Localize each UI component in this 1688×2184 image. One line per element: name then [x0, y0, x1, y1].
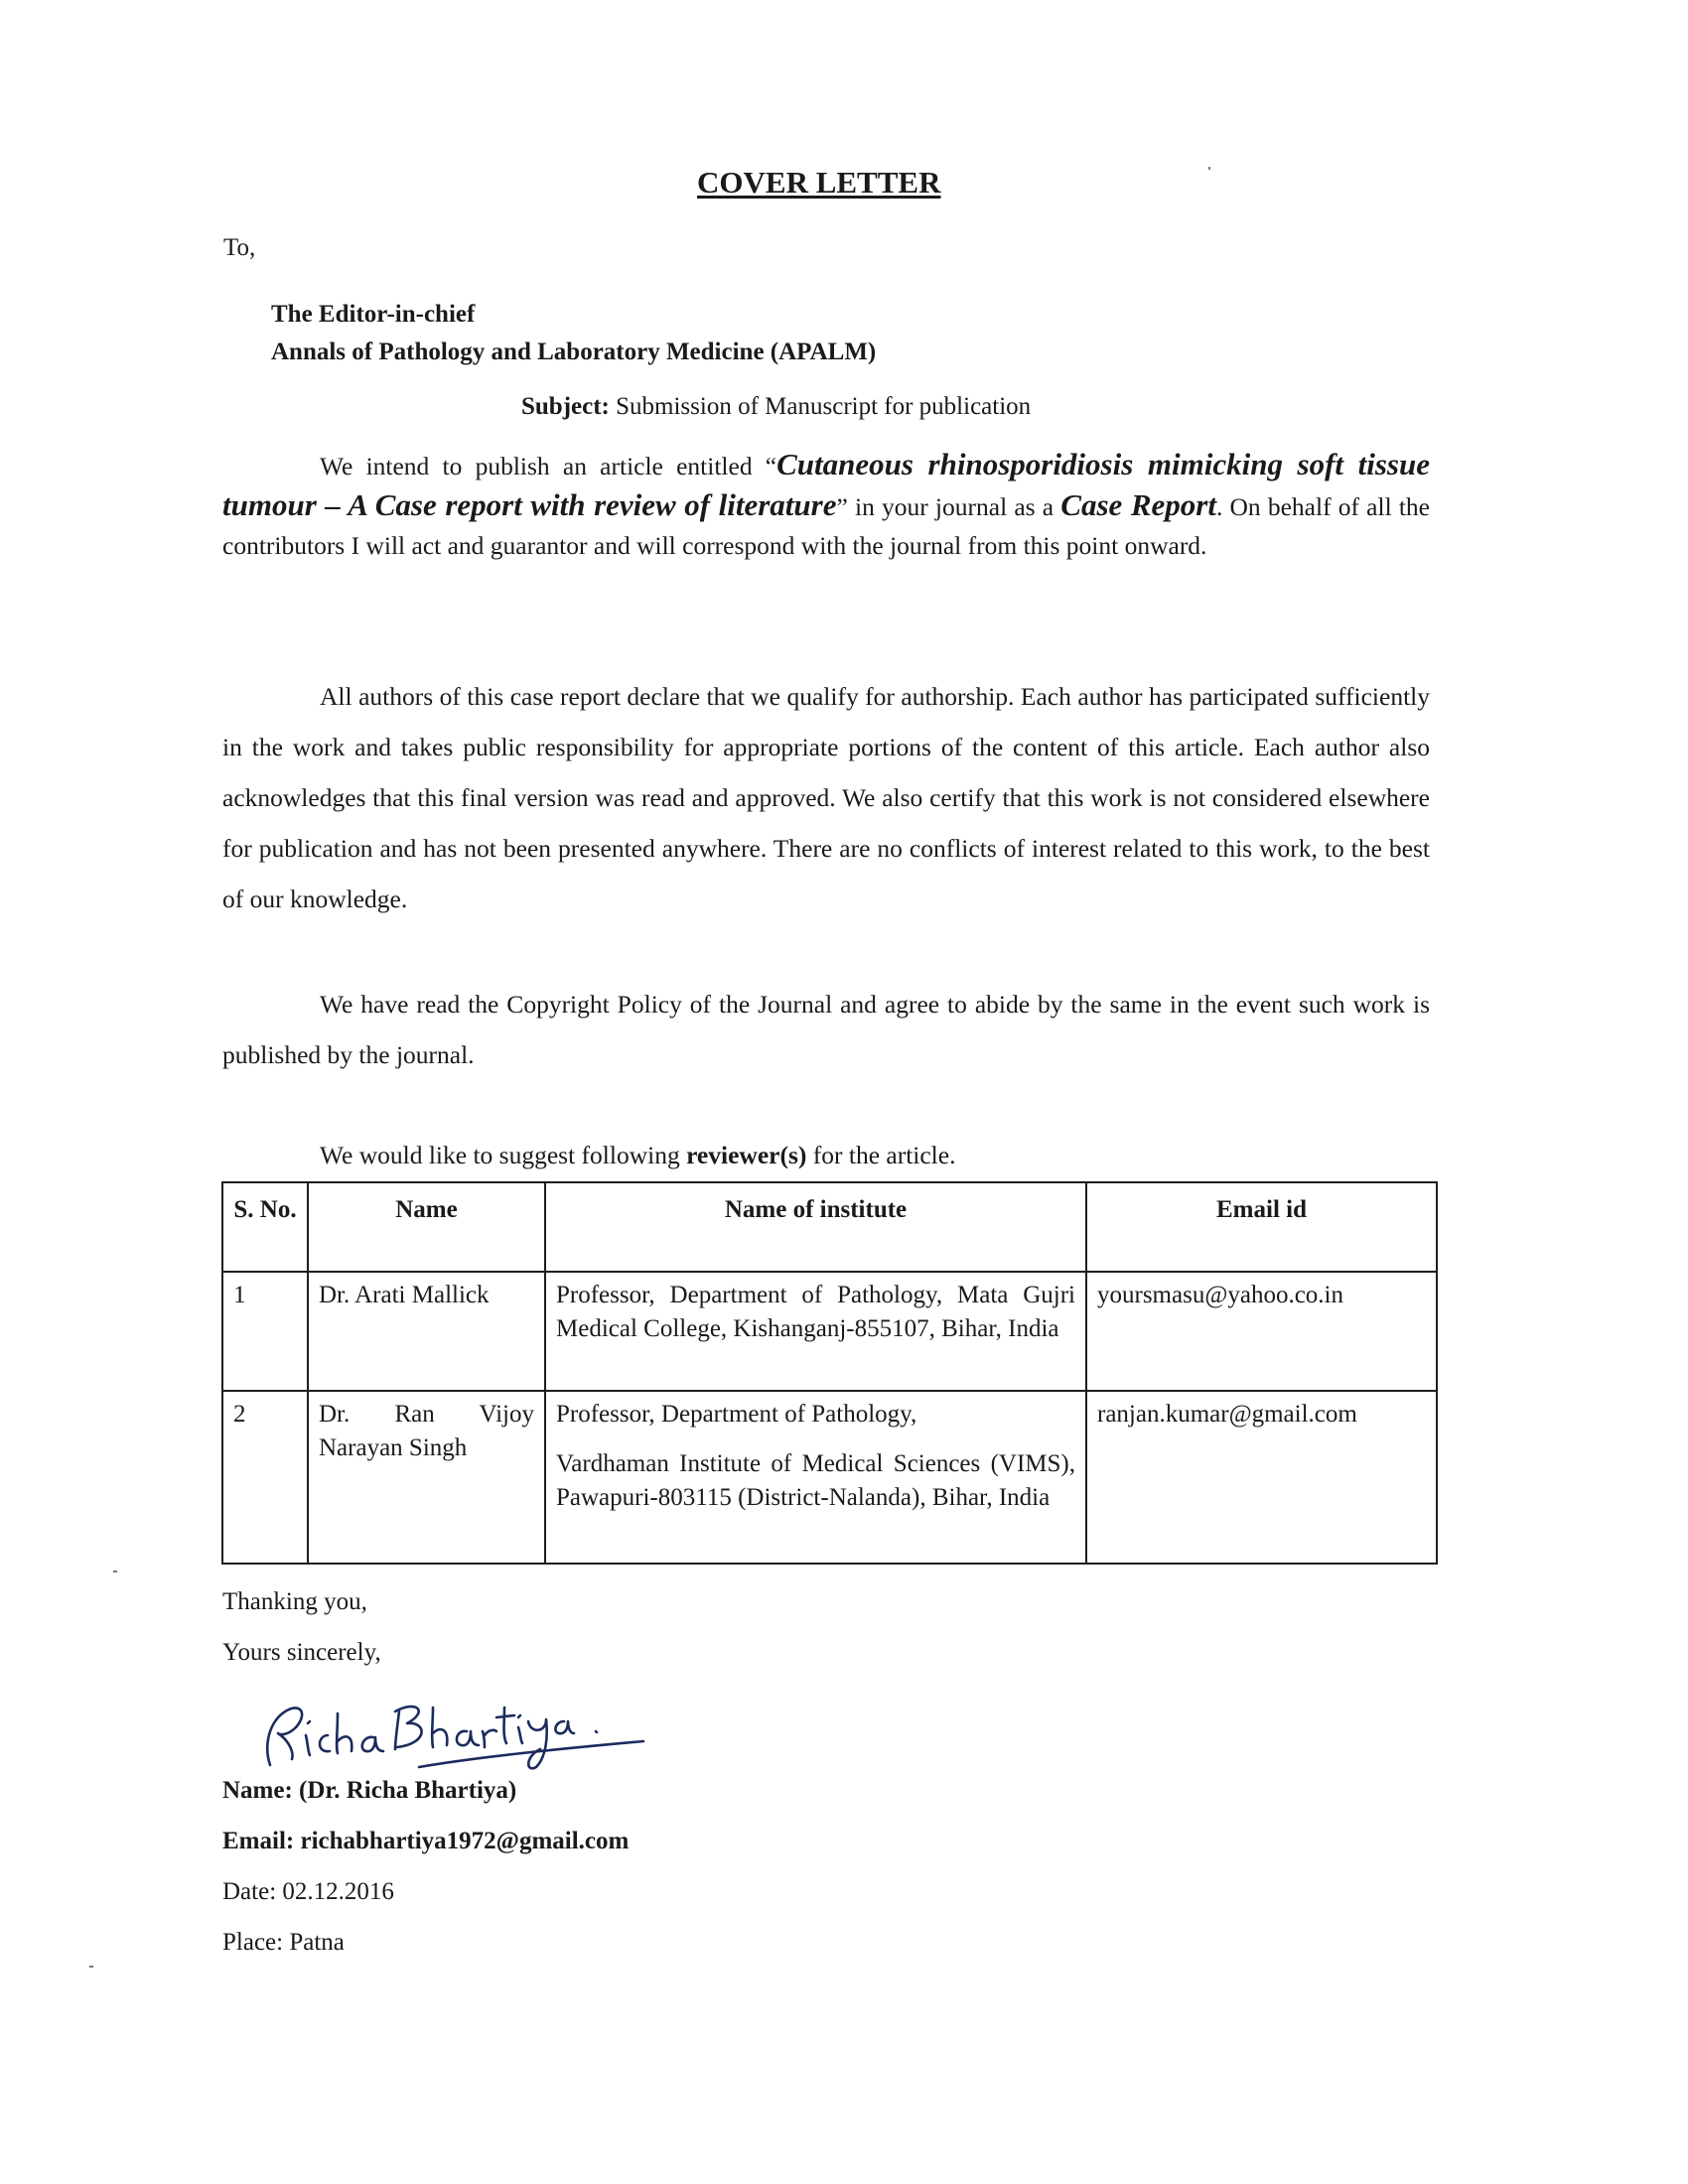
reviewer-intro-bold: reviewer(s): [686, 1141, 807, 1169]
reviewer-intro-lead: We would like to suggest following: [320, 1141, 687, 1169]
scan-speck: [113, 1570, 117, 1572]
table-row: [222, 1391, 1437, 1564]
reviewer-intro-tail: for the article.: [806, 1141, 956, 1169]
intro-lead: We intend to publish an article entitled “: [320, 452, 777, 480]
cell-email: yoursmasu@yahoo.co.in: [1086, 1272, 1437, 1391]
header-sno: S. No.: [222, 1182, 308, 1272]
sender-name: Name: (Dr. Richa Bhartiya): [222, 1777, 517, 1804]
salutation: To,: [223, 234, 256, 261]
intro-tail: . On behalf of all the contributors I will act and guarantor and will correspond with the journal from this point onward.: [222, 492, 1430, 560]
signature-icon: [258, 1678, 655, 1772]
letter-date: Date: 02.12.2016: [222, 1878, 394, 1905]
copyright-paragraph: [222, 979, 1430, 1080]
copyright-text: We have read the Copyright Policy of the Journal and agree to abide by the same in the event such work is published by the journal.: [222, 990, 1430, 1069]
institute-line: Professor, Department of Pathology, Mata Gujri Medical College, Kishanganj-855107, Bihar, India: [556, 1282, 1075, 1342]
scan-speck: [1208, 167, 1210, 170]
cell-email: ranjan.kumar@gmail.com: [1086, 1391, 1437, 1564]
institute-line: Professor, Department of Pathology,: [556, 1401, 917, 1428]
reviewer-intro: [222, 1130, 1430, 1180]
closing-thanks: Thanking you,: [222, 1588, 367, 1615]
recipient-journal: Annals of Pathology and Laboratory Medicine (APALM): [271, 339, 877, 365]
article-title: Cutaneous rhinosporidiosis mimicking soft tissue tumour – A Case report with review of literature: [222, 447, 1430, 522]
intro-paragraph: [222, 445, 1430, 565]
subject-line: [521, 393, 1031, 421]
cell-sno: 2: [222, 1391, 308, 1564]
table-row: [222, 1272, 1437, 1391]
closing-sincerely: Yours sincerely,: [222, 1639, 381, 1666]
authorship-text: All authors of this case report declare that we qualify for authorship. Each author has participated sufficiently in the work and takes public responsibility for appropriate portions of the content of this article. Each author also acknowledges that this final version was read and approved. We also certify that this work is not considered elsewhere for publication and has not been presented anywhere. There are no conflicts of interest related to this work, to the best of our knowledge.: [222, 682, 1430, 913]
cell-name: Dr. Arati Mallick: [308, 1272, 545, 1391]
cell-sno: 1: [222, 1272, 308, 1391]
authorship-paragraph: [222, 671, 1430, 924]
sender-email: Email: richabhartiya1972@gmail.com: [222, 1828, 630, 1854]
table-header-row: [222, 1182, 1437, 1272]
recipient-title: The Editor-in-chief: [271, 301, 476, 328]
reviewers-table: [221, 1181, 1438, 1565]
cell-institute: [545, 1391, 1086, 1564]
cell-name: Dr. Ran Vijoy Narayan Singh: [308, 1391, 545, 1564]
scan-speck: [89, 1966, 93, 1968]
subject-text: Submission of Manuscript for publication: [609, 393, 1032, 420]
header-name: Name: [308, 1182, 545, 1272]
institute-line: Vardhaman Institute of Medical Sciences (VIMS), Pawapuri-803115 (District-Nalanda), Bihar, India: [556, 1450, 1075, 1511]
page-title: COVER LETTER: [697, 165, 941, 200]
header-email: Email id: [1086, 1182, 1437, 1272]
cell-institute: [545, 1272, 1086, 1391]
letter-place: Place: Patna: [222, 1929, 345, 1956]
header-institute: Name of institute: [545, 1182, 1086, 1272]
subject-label: Subject:: [521, 393, 610, 420]
intro-mid: ” in your journal as a: [836, 492, 1061, 521]
article-type: Case Report: [1060, 487, 1216, 522]
